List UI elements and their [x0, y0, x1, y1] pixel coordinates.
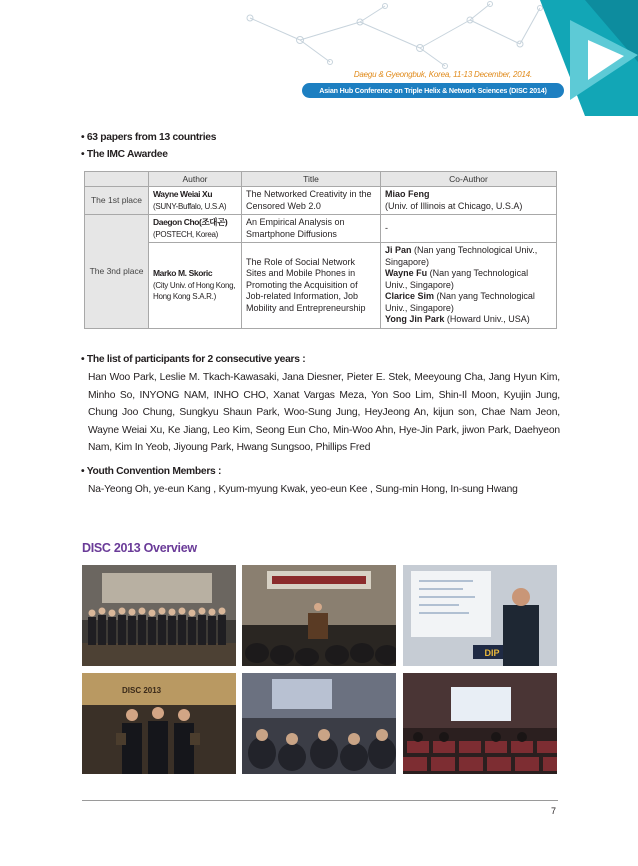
title-cell: The Role of Social Network Sites and Mobile Phones in Promoting the Acquisition of Job-related Information, Job Mobility and Entrepreneurship	[242, 243, 381, 329]
header-title: Title	[242, 172, 381, 187]
author-affiliation: (City Univ. of Hong Kong, Hong Kong S.A.R.)	[153, 280, 236, 301]
youth-list: Na-Yeong Oh, ye-eun Kang , Kyum-myung Kwak, yeo-eun Kee , Sung-min Hong, In-sung Hwang	[88, 484, 518, 495]
awardee-heading: The IMC Awardee	[86, 149, 168, 160]
overview-heading: DISC 2013 Overview	[82, 541, 197, 555]
coauthor-entry	[385, 314, 552, 326]
coauthor-affiliation: (Nan yang Technological Univ., Singapore)	[385, 291, 535, 313]
title-cell: The Networked Creativity in the Censored Web 2.0	[242, 187, 381, 215]
photo-group	[82, 565, 236, 666]
author-name: Wayne Weiai Xu	[153, 189, 213, 199]
coauthor-affiliation: (Howard Univ., USA)	[444, 314, 530, 324]
photo-podium	[242, 565, 396, 666]
table-row	[85, 215, 557, 243]
photo-award	[82, 673, 236, 774]
youth-bullet: • Youth Convention Members :	[81, 466, 222, 477]
author-name: Daegon Cho(조대곤)	[153, 217, 228, 227]
participants-heading: The list of participants for 2 consecutive years :	[86, 354, 306, 365]
coauthor-affiliation: (Nan yang Technological Univ., Singapore)	[385, 245, 538, 267]
coauthor-entry	[385, 291, 552, 314]
stage-logo-text: DIP	[484, 648, 500, 658]
table-header-row	[85, 172, 557, 187]
participants-bullet: • The list of participants for 2 consecutive years :	[81, 354, 306, 365]
coauthor-affiliation: (Nan yang Technological Univ., Singapore)	[385, 268, 529, 290]
award-table	[84, 171, 557, 329]
conference-date: Daegu & Gyeongbuk, Korea, 11-13 December, 2014.	[353, 70, 532, 79]
youth-heading: Youth Convention Members :	[86, 466, 222, 477]
author-cell	[149, 187, 242, 215]
participants-list: Han Woo Park, Leslie M. Tkach-Kawasaki, Jana Diesner, Pieter E. Stek, Meeyoung Cha, Jang Hyun Kim, Minho So, INYONG NAM, INHO CHO, Xanat Vargas Meza, Yon Soo Lim, Shin-Il Moon, Kyujin Jung, Chung Joo Chung, Sungkyu Shaun Park, Woo-Sung Jung, HeyJeong An, kijun son, Chae Nam Jeon, Wayne Weiai Xu, Ke Jiang, Leo Kim, Seong Eun Cho, Min-Woo Ahn, Hye-Jin Park, jiwon Park, Daehyeon Nam, Kim In Yeob, Jiyoung Park, Hwang Sungsoo, Phillips Fred	[88, 372, 560, 453]
author-affiliation: (POSTECH, Korea)	[153, 229, 218, 239]
coauthor-affiliation: (Univ. of Illinois at Chicago, U.S.A)	[385, 200, 523, 211]
play-logo-graphic	[540, 0, 638, 116]
coauthor-cell	[381, 243, 557, 329]
table-row	[85, 243, 557, 329]
table-row	[85, 187, 557, 215]
place-cell: The 3nd place	[85, 215, 149, 329]
place-cell: The 1st place	[85, 187, 149, 215]
papers-bullet: • 63 papers from 13 countries	[81, 132, 217, 143]
coauthor-name: Miao Feng	[385, 189, 430, 199]
conference-name-banner: Asian Hub Conference on Triple Helix & Network Sciences (DISC 2014)	[302, 83, 564, 98]
photo-lecture-hall	[403, 673, 557, 774]
coauthor-name: Clarice Sim	[385, 291, 435, 301]
banner-text: DISC 2013	[122, 686, 162, 695]
header-place	[85, 172, 149, 187]
author-affiliation: (SUNY-Buffalo, U.S.A)	[153, 201, 227, 211]
header-author: Author	[149, 172, 242, 187]
author-cell	[149, 215, 242, 243]
coauthor-cell	[381, 187, 557, 215]
author-cell	[149, 243, 242, 329]
author-name: Marko M. Skoric	[153, 268, 213, 278]
network-pattern-graphic	[247, 2, 543, 69]
page-number: 7	[550, 806, 556, 816]
header-decoration	[0, 0, 638, 130]
footer-rule	[82, 800, 558, 801]
coauthor-name: Yong Jin Park	[385, 314, 445, 324]
coauthor-entry	[385, 245, 552, 268]
coauthor-entry	[385, 268, 552, 291]
coauthor-name: Ji Pan	[385, 245, 412, 255]
title-cell: An Empirical Analysis on Smartphone Diffusions	[242, 215, 381, 243]
papers-text: 63 papers from 13 countries	[86, 132, 217, 143]
coauthor-cell: -	[381, 215, 557, 243]
awardee-bullet: • The IMC Awardee	[81, 149, 168, 160]
coauthor-name: Wayne Fu	[385, 268, 428, 278]
photo-presenter	[403, 565, 557, 666]
header-coauthor: Co-Author	[381, 172, 557, 187]
photo-audience	[242, 673, 396, 774]
